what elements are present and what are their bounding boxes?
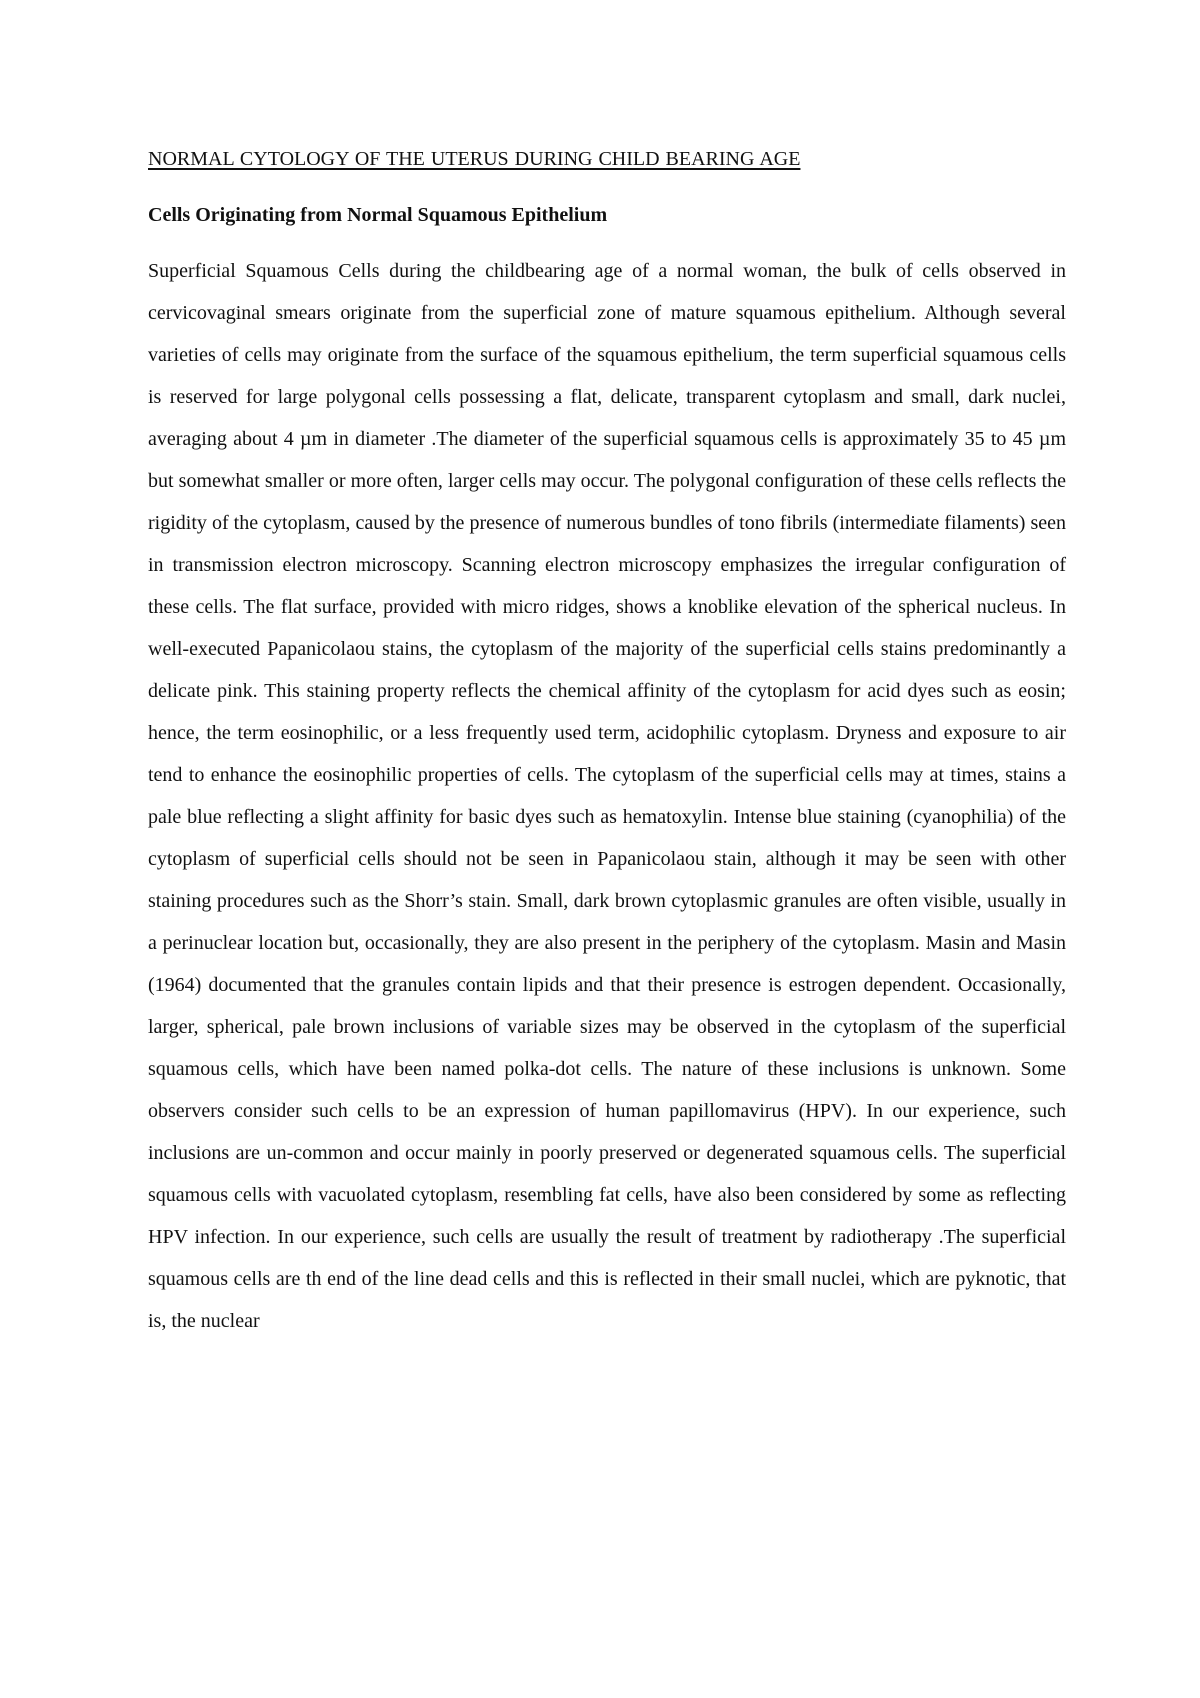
body-paragraph: Superficial Squamous Cells during the childbearing age of a normal woman, the bulk of cells observed in cervicovaginal smears originate from the superficial zone of mature squamous epithelium. Although several varieties of cells may originate from the surface of the squamous epithelium, the term superficial squamous cells is reserved for large polygonal cells possessing a flat, delicate, transparent cytoplasm and small, dark nuclei, averaging about 4 µm in diameter .The diameter of the superficial squamous cells is approximately 35 to 45 µm but somewhat smaller or more often, larger cells may occur. The polygonal configuration of these cells reflects the rigidity of the cytoplasm, caused by the presence of numerous bundles of tono fibrils (intermediate filaments) seen in transmission electron microscopy. Scanning electron microscopy emphasizes the irregular configuration of these cells. The flat surface, provided with micro ridges, shows a knoblike elevation of the spherical nucleus. In well-executed Papanicolaou stains, the cytoplasm of the majority of the superficial cells stains predominantly a delicate pink. This staining property reflects the chemical affinity of the cytoplasm for acid dyes such as eosin; hence, the term eosinophilic, or a less frequently used term, acidophilic cytoplasm. Dryness and exposure to air tend to enhance the eosinophilic properties of cells. The cytoplasm of the superficial cells may at times, stains a pale blue reflecting a slight affinity for basic dyes such as hematoxylin. Intense blue staining (cyanophilia) of the cytoplasm of superficial cells should not be seen in Papanicolaou stain, although it may be seen with other staining procedures such as the Shorr’s stain. Small, dark brown cytoplasmic granules are often visible, usually in a perinuclear location but, occasionally, they are also present in the periphery of the cytoplasm. Masin and Masin (1964) documented that the granules contain lipids and that their presence is estrogen dependent. Occasionally, larger, spherical, pale brown inclusions of variable sizes may be observed in the cytoplasm of the superficial squamous cells, which have been named polka-dot cells. The nature of these inclusions is unknown. Some observers consider such cells to be an expression of human papillomavirus (HPV). In our experience, such inclusions are un-common and occur mainly in poorly preserved or degenerated squamous cells. The superficial squamous cells with vacuolated cytoplasm, resembling fat cells, have also been considered by some as reflecting HPV infection. In our experience, such cells are usually the result of treatment by radiotherapy .The superficial squamous cells are th end of the line dead cells and this is reflected in their small nuclei, which are pyknotic, that is, the nuclear: [148, 260, 1066, 1332]
document-body: [148, 146, 1066, 1342]
section-heading: Cells Originating from Normal Squamous Epithelium: [148, 204, 608, 226]
document-title: NORMAL CYTOLOGY OF THE UTERUS DURING CHILD BEARING AGE: [148, 148, 801, 170]
